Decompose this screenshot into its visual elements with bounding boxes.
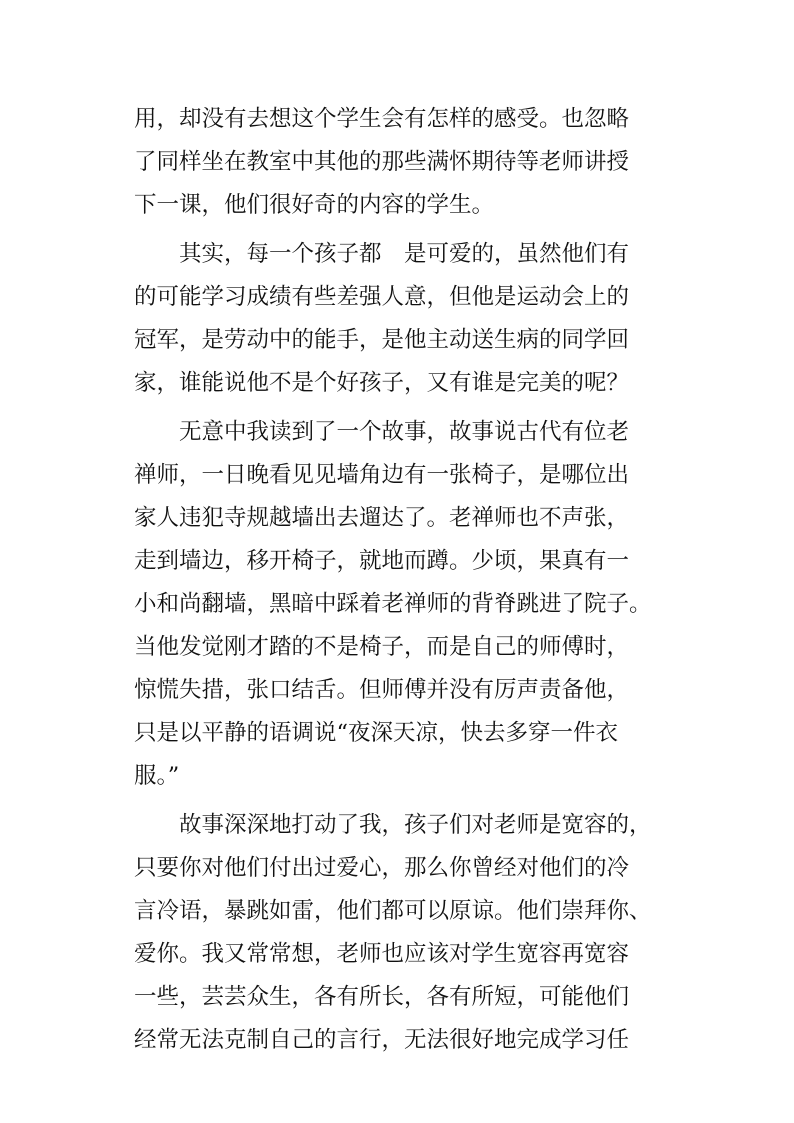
text-line: 一些，芸芸众生，各有所长，各有所短，可能他们 (134, 984, 630, 1010)
text-line: 爱你。我又常常想，老师也应该对学生宽容再宽容 (134, 941, 630, 967)
text-line: 用，却没有去想这个学生会有怎样的感受。也忽略 (134, 106, 630, 132)
text-line: 家人违犯寺规越墙出去遛达了。老禅师也不声张， (134, 505, 630, 531)
text-line: 经常无法克制自己的言行，无法很好地完成学习任 (134, 1027, 630, 1053)
body-text (134, 98, 674, 1062)
text-line: 言冷语，暴跳如雷，他们都可以原谅。他们崇拜你、 (134, 898, 652, 924)
text-line: 的可能学习成绩有些差强人意，但他是运动会上的 (134, 284, 630, 310)
text-line: 了同样坐在教室中其他的那些满怀期待等老师讲授 (134, 149, 630, 175)
text-line: 当他发觉刚才踏的不是椅子，而是自己的师傅时， (134, 634, 630, 660)
paragraph-start-line: 故事深深地打动了我，孩子们对老师是宽容的， (179, 812, 652, 838)
text-line: 冠军，是劳动中的能手，是他主动送生病的同学回 (134, 327, 630, 353)
paragraph-start-line: 无意中我读到了一个故事，故事说古代有位老 (179, 419, 630, 445)
text-line: 只要你对他们付出过爱心，那么你曾经对他们的冷 (134, 855, 630, 881)
text-line: 家，谁能说他不是个好孩子，又有谁是完美的呢？ (134, 370, 630, 396)
text-line: 小和尚翻墙，黑暗中踩着老禅师的背脊跳进了院子。 (134, 591, 652, 617)
text-line: 惊慌失措，张口结舌。但师傅并没有厉声责备他， (134, 677, 630, 703)
paragraph-start-line: 其实，每一个孩子都 是可爱的，虽然他们有 (179, 241, 630, 267)
text-line: 禅师，一日晚看见见墙角边有一张椅子，是哪位出 (134, 462, 630, 488)
text-line: 服。” (134, 763, 180, 789)
text-line: 只是以平静的语调说“夜深天凉，快去多穿一件衣 (134, 720, 619, 746)
text-line: 走到墙边，移开椅子，就地而蹲。少顷，果真有一 (134, 548, 630, 574)
text-line: 下一课，他们很好奇的内容的学生。 (134, 192, 495, 218)
